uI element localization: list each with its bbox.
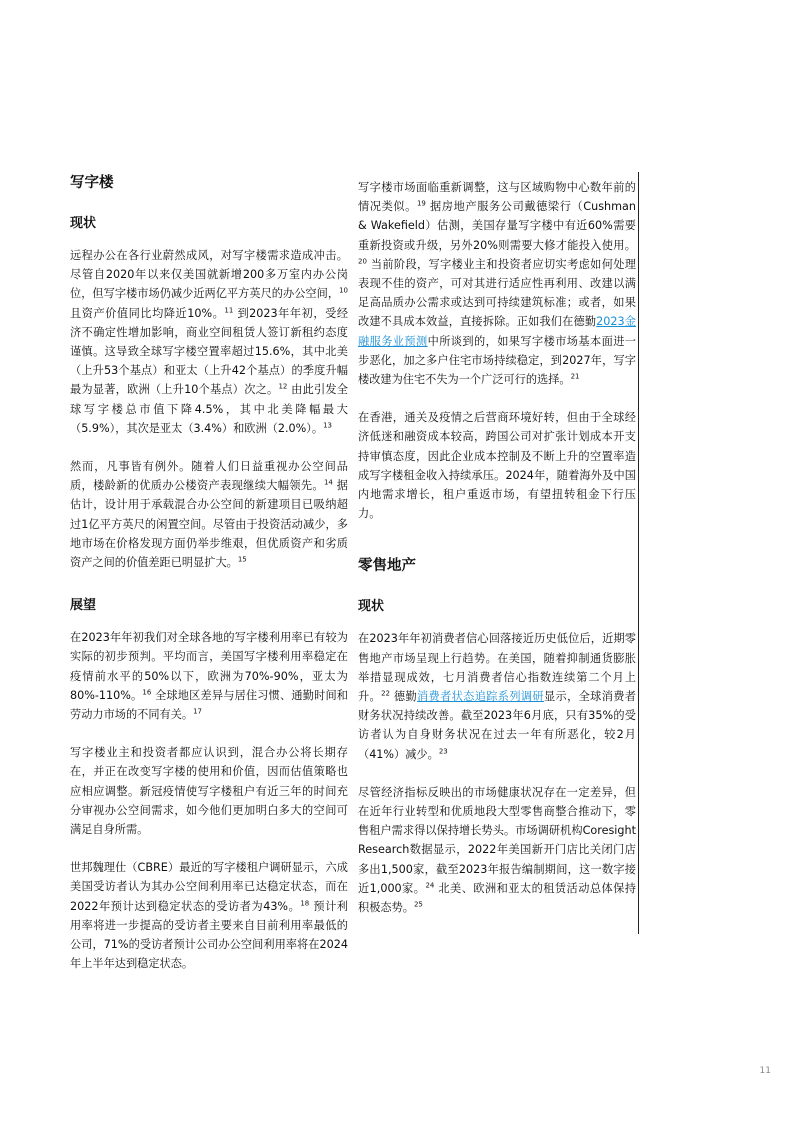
footnote-ref[interactable]: 21 — [570, 372, 580, 381]
paragraph: 世邦魏理仕（CBRE）最近的写字楼租户调研显示，六成美国受访者认为其办公空间利用率已达稳定状态，而在2022年预计达到稳定状态的受访者为43%。$^{18}$ 预计利用率将进一步提高的受访者主要来自目前利用率最低的公司，71%的受访者预计公司办公空间利用率将在2024年上半年达到稳定状态。 — [70, 861, 348, 971]
right-column — [358, 178, 636, 936]
paragraph: 写字楼市场面临重新调整，这与区域购物中心数年前的情况类似。$^{19}$ 据房地产服务公司戴德梁行（Cushman & Wakefield）估测，美国存量写字楼中有近60%需要重新投资或升级，另外20%则需要大修才能投入使用。$^{20}$ 当前阶段，写字楼业主和投资者应切实考虑如何处理表现不佳的资产，可对其进行适应性再利用、改建以满足高品质办公需求或达到可持续建筑标准；或者，如果改建不具成本效益，直接拆除。正如我们在德勤2023金融服务业预测中所谈到的，如果写字楼市场基本面进一步恶化，加之多户住宅市场持续稳定，到2027年，写字楼改建为住宅不失为一个广泛可行的选择。$^{21}$ — [358, 181, 636, 387]
footnote-ref[interactable]: 20 — [358, 257, 367, 266]
section-title-retail: 零售地产 — [358, 558, 416, 575]
footnote-ref[interactable]: 24 — [425, 881, 435, 890]
page-number: 11 — [759, 1066, 771, 1076]
footnote-ref[interactable]: 18 — [300, 898, 310, 907]
subheading-current: 现状 — [70, 216, 97, 231]
footnote-ref[interactable]: 10 — [339, 286, 348, 295]
paragraph: 在香港，通关及疫情之后营商环境好转，但由于全球经济低迷和融资成本较高，跨国公司对扩张计划成本开支持审慎态度，因此企业成本控制及不断上升的空置率造成写字楼租金收入持续承压。2024年，随着海外及中国内地需求增长，租户重返市场，有望扭转租金下行压力。 — [358, 411, 636, 521]
link-consumer-tracker[interactable]: 消费者状态追踪系列调研 — [417, 690, 544, 704]
paragraph: 远程办公在各行业蔚然成风，对写字楼需求造成冲击。尽管自2020年以来仅美国就新增200多万室内办公岗位，但写字楼市场仍减少近两亿平方英尺的办公空间，$^{10}$ 且资产价值同比均降近10%。$^{11}$ 到2023年年初，受经济不确定性增加影响，商业空间租赁人签订新租约态度谨慎。这导致全球写字楼空置率超过15.6%，其中北美（上升53个基点）和亚太（上升42个基点）的季度升幅最为显著，欧洲（上升10个基点）次之。$^{12}$ 由此引发全球写字楼总市值下降4.5%，其中北美降幅最大（5.9%），其次是亚太（3.4%）和欧洲（2.0%）。$^{13}$ — [70, 249, 349, 435]
subheading-outlook: 展望 — [70, 598, 97, 614]
left-column — [70, 172, 348, 993]
footnote-ref[interactable]: 22 — [381, 689, 391, 698]
footnote-ref[interactable]: 11 — [224, 305, 234, 314]
footnote-ref[interactable]: 16 — [142, 688, 152, 697]
paragraph: 尽管经济指标反映出的市场健康状况存在一定差异，但在近年行业转型和优质地段大型零售商整合推动下，零售租户需求得以保持增长势头。市场调研机构Coresight Research数据显示，2022年美国新开门店比关闭门店多出1,500家，截至2023年报告编制期间，这一数字接近1,000家。$^{24}$ 北美、欧洲和亚太的租赁活动总体保持积极态势。$^{25}$ — [358, 785, 636, 915]
footnote-ref[interactable]: 19 — [416, 199, 426, 208]
footnote-ref[interactable]: 23 — [438, 746, 448, 755]
footnote-ref[interactable]: 25 — [413, 900, 423, 909]
paragraph: 在2023年年初消费者信心回落接近历史低位后，近期零售地产市场呈现上行趋势。在美国，随着抑制通货膨胀举措显现成效，七月消费者信心指数连续第二个月上升。$^{22}$ 德勤消费者状态追踪系列调研显示，全球消费者财务状况持续改善。截至2023年6月底，只有35%的受访者认为自身财务状况在过去一年有所恶化，较2月（41%）减少。$^{23}$ — [358, 632, 636, 761]
column-divider — [638, 172, 639, 934]
section-title-office: 写字楼 — [70, 175, 114, 191]
footnote-ref[interactable]: 15 — [237, 555, 247, 564]
paragraph: 在2023年年初我们对全球各地的写字楼利用率已有较为实际的初步预判。平均而言，美国写字楼利用率稳定在疫情前水平的50%以下，欧洲为70%-90%，亚太为80%-110%。$^{16}$ 全球地区差异与居住习惯、通勤时间和劳动力市场的不同有关。$^{17}$ — [70, 631, 348, 722]
footnote-ref[interactable]: 17 — [193, 707, 202, 716]
link-fs-outlook[interactable]: 2023金融服务业预测 — [358, 315, 636, 348]
footnote-ref[interactable]: 14 — [323, 478, 333, 487]
footnote-ref[interactable]: 12 — [278, 382, 288, 391]
subheading-current: 现状 — [358, 599, 385, 615]
footnote-ref[interactable]: 13 — [323, 421, 332, 430]
paragraph: 然而，凡事皆有例外。随着人们日益重视办公空间品质，楼龄新的优质办公楼资产表现继续大幅领先。$^{14}$ 据估计，设计用于承载混合办公空间的新建项目已吸纳超过1亿平方英尺的闲置空间。尽管由于投资活动减少，多地市场在价格发现方面仍举步维艰，但优质资产和劣质资产之间的价值差距已明显扩大。$^{15}$ — [70, 460, 348, 570]
paragraph: 写字楼业主和投资者都应认识到，混合办公将长期存在，并正在改变写字楼的使用和价值，因而估值策略也应相应调整。新冠疫情使写字楼租户有近三年的时间充分审视办公空间需求，如今他们更加明白多大的空间可满足自身所需。 — [70, 746, 348, 837]
